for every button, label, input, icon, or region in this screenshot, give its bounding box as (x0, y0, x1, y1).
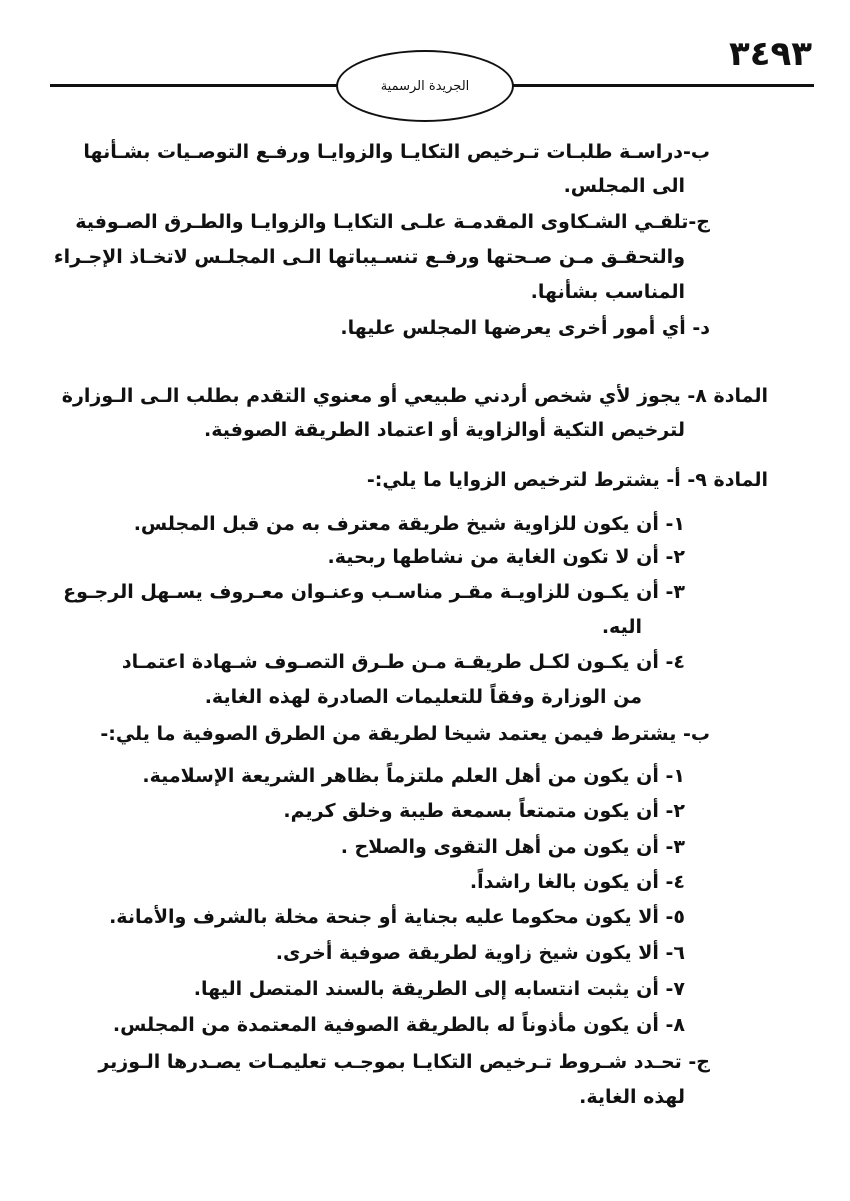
article-8-cont: لترخيص التكية أوالزاوية أو اعتماد الطريقة الصوفية. (204, 419, 685, 441)
clause-b-cont: الى المجلس. (563, 175, 685, 197)
article-9-b-item-5: ٥- ألا يكون محكوما عليه بجناية أو جنحة مخلة بالشرف والأمانة. (109, 906, 685, 928)
article-9-c: ج- تحـدد شـروط تـرخيص التكايـا بموجـب تعليمـات يصـدرها الـوزير (98, 1051, 710, 1073)
gazette-title-oval (336, 50, 514, 122)
clause-d: د- أي أمور أخرى يعرضها المجلس عليها. (340, 317, 710, 339)
article-9-b-item-2: ٢- أن يكون متمتعاً بسمعة طيبة وخلق كريم. (283, 800, 685, 822)
article-9-b: ب- يشترط فيمن يعتمد شيخا لطريقة من الطرق الصوفية ما يلي:- (100, 723, 710, 745)
clause-b: ب-دراسـة طلبـات تـرخيص التكايـا والزوايـا ورفـع التوصـيات بشـأنها (83, 141, 710, 163)
clause-c: ج-تلقـي الشـكاوى المقدمـة علـى التكايـا والزوايـا والطـرق الصـوفية (75, 211, 710, 233)
article-9-b-item-1: ١- أن يكون من أهل العلم ملتزماً بظاهر الشريعة الإسلامية. (142, 765, 685, 787)
clause-c-cont-2: المناسب بشأنها. (530, 281, 685, 303)
article-9-a-item-3-cont: اليه. (601, 616, 642, 638)
article-9-a-item-4: ٤- أن يكـون لكـل طريقـة مـن طـرق التصـوف شـهادة اعتمـاد (121, 651, 685, 673)
article-9-b-item-6: ٦- ألا يكون شيخ زاوية لطريقة صوفية أخرى. (275, 942, 685, 964)
gazette-title: الجريدة الرسمية (380, 78, 470, 94)
article-9-b-item-4: ٤- أن يكون بالغا راشداً. (469, 871, 685, 893)
article-9-a: المادة ٩- أ- يشترط لترخيص الزوايا ما يلي:- (366, 469, 768, 491)
article-9-a-item-2: ٢- أن لا تكون الغاية من نشاطها ربحية. (327, 546, 685, 568)
article-9-b-item-7: ٧- أن يثبت انتسابه إلى الطريقة بالسند المتصل اليها. (193, 978, 685, 1000)
article-8: المادة ٨- يجوز لأي شخص أردني طبيعي أو معنوي التقدم بطلب الـى الـوزارة (61, 385, 768, 407)
article-9-a-item-1: ١- أن يكون للزاوية شيخ طريقة معترف به من قبل المجلس. (133, 513, 685, 535)
page-number: ٣٤٩٣ (728, 34, 812, 74)
article-9-c-cont: لهذه الغاية. (579, 1086, 685, 1108)
article-9-a-item-3: ٣- أن يكـون للزاويـة مقـر مناسـب وعنـوان معـروف يسـهل الرجـوع (63, 581, 685, 603)
clause-c-cont-1: والتحقـق مـن صـحتها ورفـع تنسـيباتها الـى المجلـس لاتخـاذ الإجـراء (53, 246, 685, 268)
article-9-a-item-4-cont: من الوزارة وفقاً للتعليمات الصادرة لهذه الغاية. (204, 686, 642, 708)
article-9-b-item-3: ٣- أن يكون من أهل التقوى والصلاح . (340, 836, 685, 858)
article-9-b-item-8: ٨- أن يكون مأذوناً له بالطريقة الصوفية المعتمدة من المجلس. (112, 1014, 685, 1036)
